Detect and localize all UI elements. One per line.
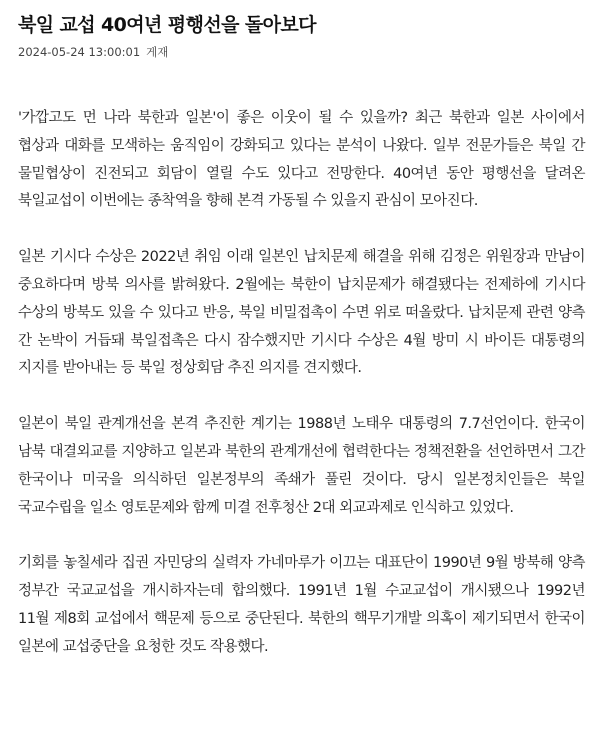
article-paragraph-1: '가깝고도 먼 나라 북한과 일본'이 좋은 이웃이 될 수 있을까? 최근 북한과 일본 사이에서 협상과 대화를 모색하는 움직임이 강화되고 있다는 분석이 나왔다. 일부 전문가들은 북일 간 물밑협상이 진전되고 회담이 열릴 수도 있다고 전망한다. 40여년 동안 평행선을 달려온 북일교섭이 이번에는 종착역을 향해 본격 가동될 수 있을지 관심이 모아진다. bbox=[18, 110, 585, 210]
article-paragraph-3: 일본이 북일 관계개선을 본격 추진한 계기는 1988년 노태우 대통령의 7.7선언이다. 한국이 남북 대결외교를 지양하고 일본과 북한의 관계개선에 협력한다는 정책전환을 선언하면서 그간 한국이나 미국을 의식하던 일본정부의 족쇄가 풀린 것이다. 당시 일본정치인들은 북일 국교수립을 일소 영토문제와 함께 미결 전후청산 2대 외교과제로 인식하고 있었다. bbox=[18, 416, 585, 516]
publish-timestamp: 2024-05-24 13:00:01 bbox=[18, 45, 141, 59]
publish-status-label: 게재 bbox=[146, 45, 169, 59]
article-meta bbox=[18, 44, 585, 60]
article-paragraph-4: 기회를 놓칠세라 집권 자민당의 실력자 가네마루가 이끄는 대표단이 1990년 9월 방북해 양측 정부간 국교교섭을 개시하자는데 합의했다. 1991년 1월 수교교섭이 개시됐으나 1992년 11월 제8회 교섭에서 핵문제 등으로 중단된다. 북한의 핵무기개발 의혹이 제기되면서 한국이 일본에 교섭중단을 요청한 것도 작용했다. bbox=[18, 555, 585, 655]
article-body bbox=[18, 105, 585, 662]
article-paragraph-2: 일본 기시다 수상은 2022년 취임 이래 일본인 납치문제 해결을 위해 김정은 위원장과 만남이 중요하다며 방북 의사를 밝혀왔다. 2월에는 북한이 납치문제가 해결됐다는 전제하에 기시다 수상의 방북도 있을 수 있다고 반응, 북일 비밀접촉이 수면 위로 떠올랐다. 납치문제 관련 양측 간 논박이 거듭돼 북일접촉은 다시 잠수했지만 기시다 수상은 4월 방미 시 바이든 대통령의 지지를 받아내는 등 북일 정상회담 추진 의지를 견지했다. bbox=[18, 249, 585, 377]
article-title: 북일 교섭 40여년 평행선을 돌아보다 bbox=[18, 14, 316, 36]
